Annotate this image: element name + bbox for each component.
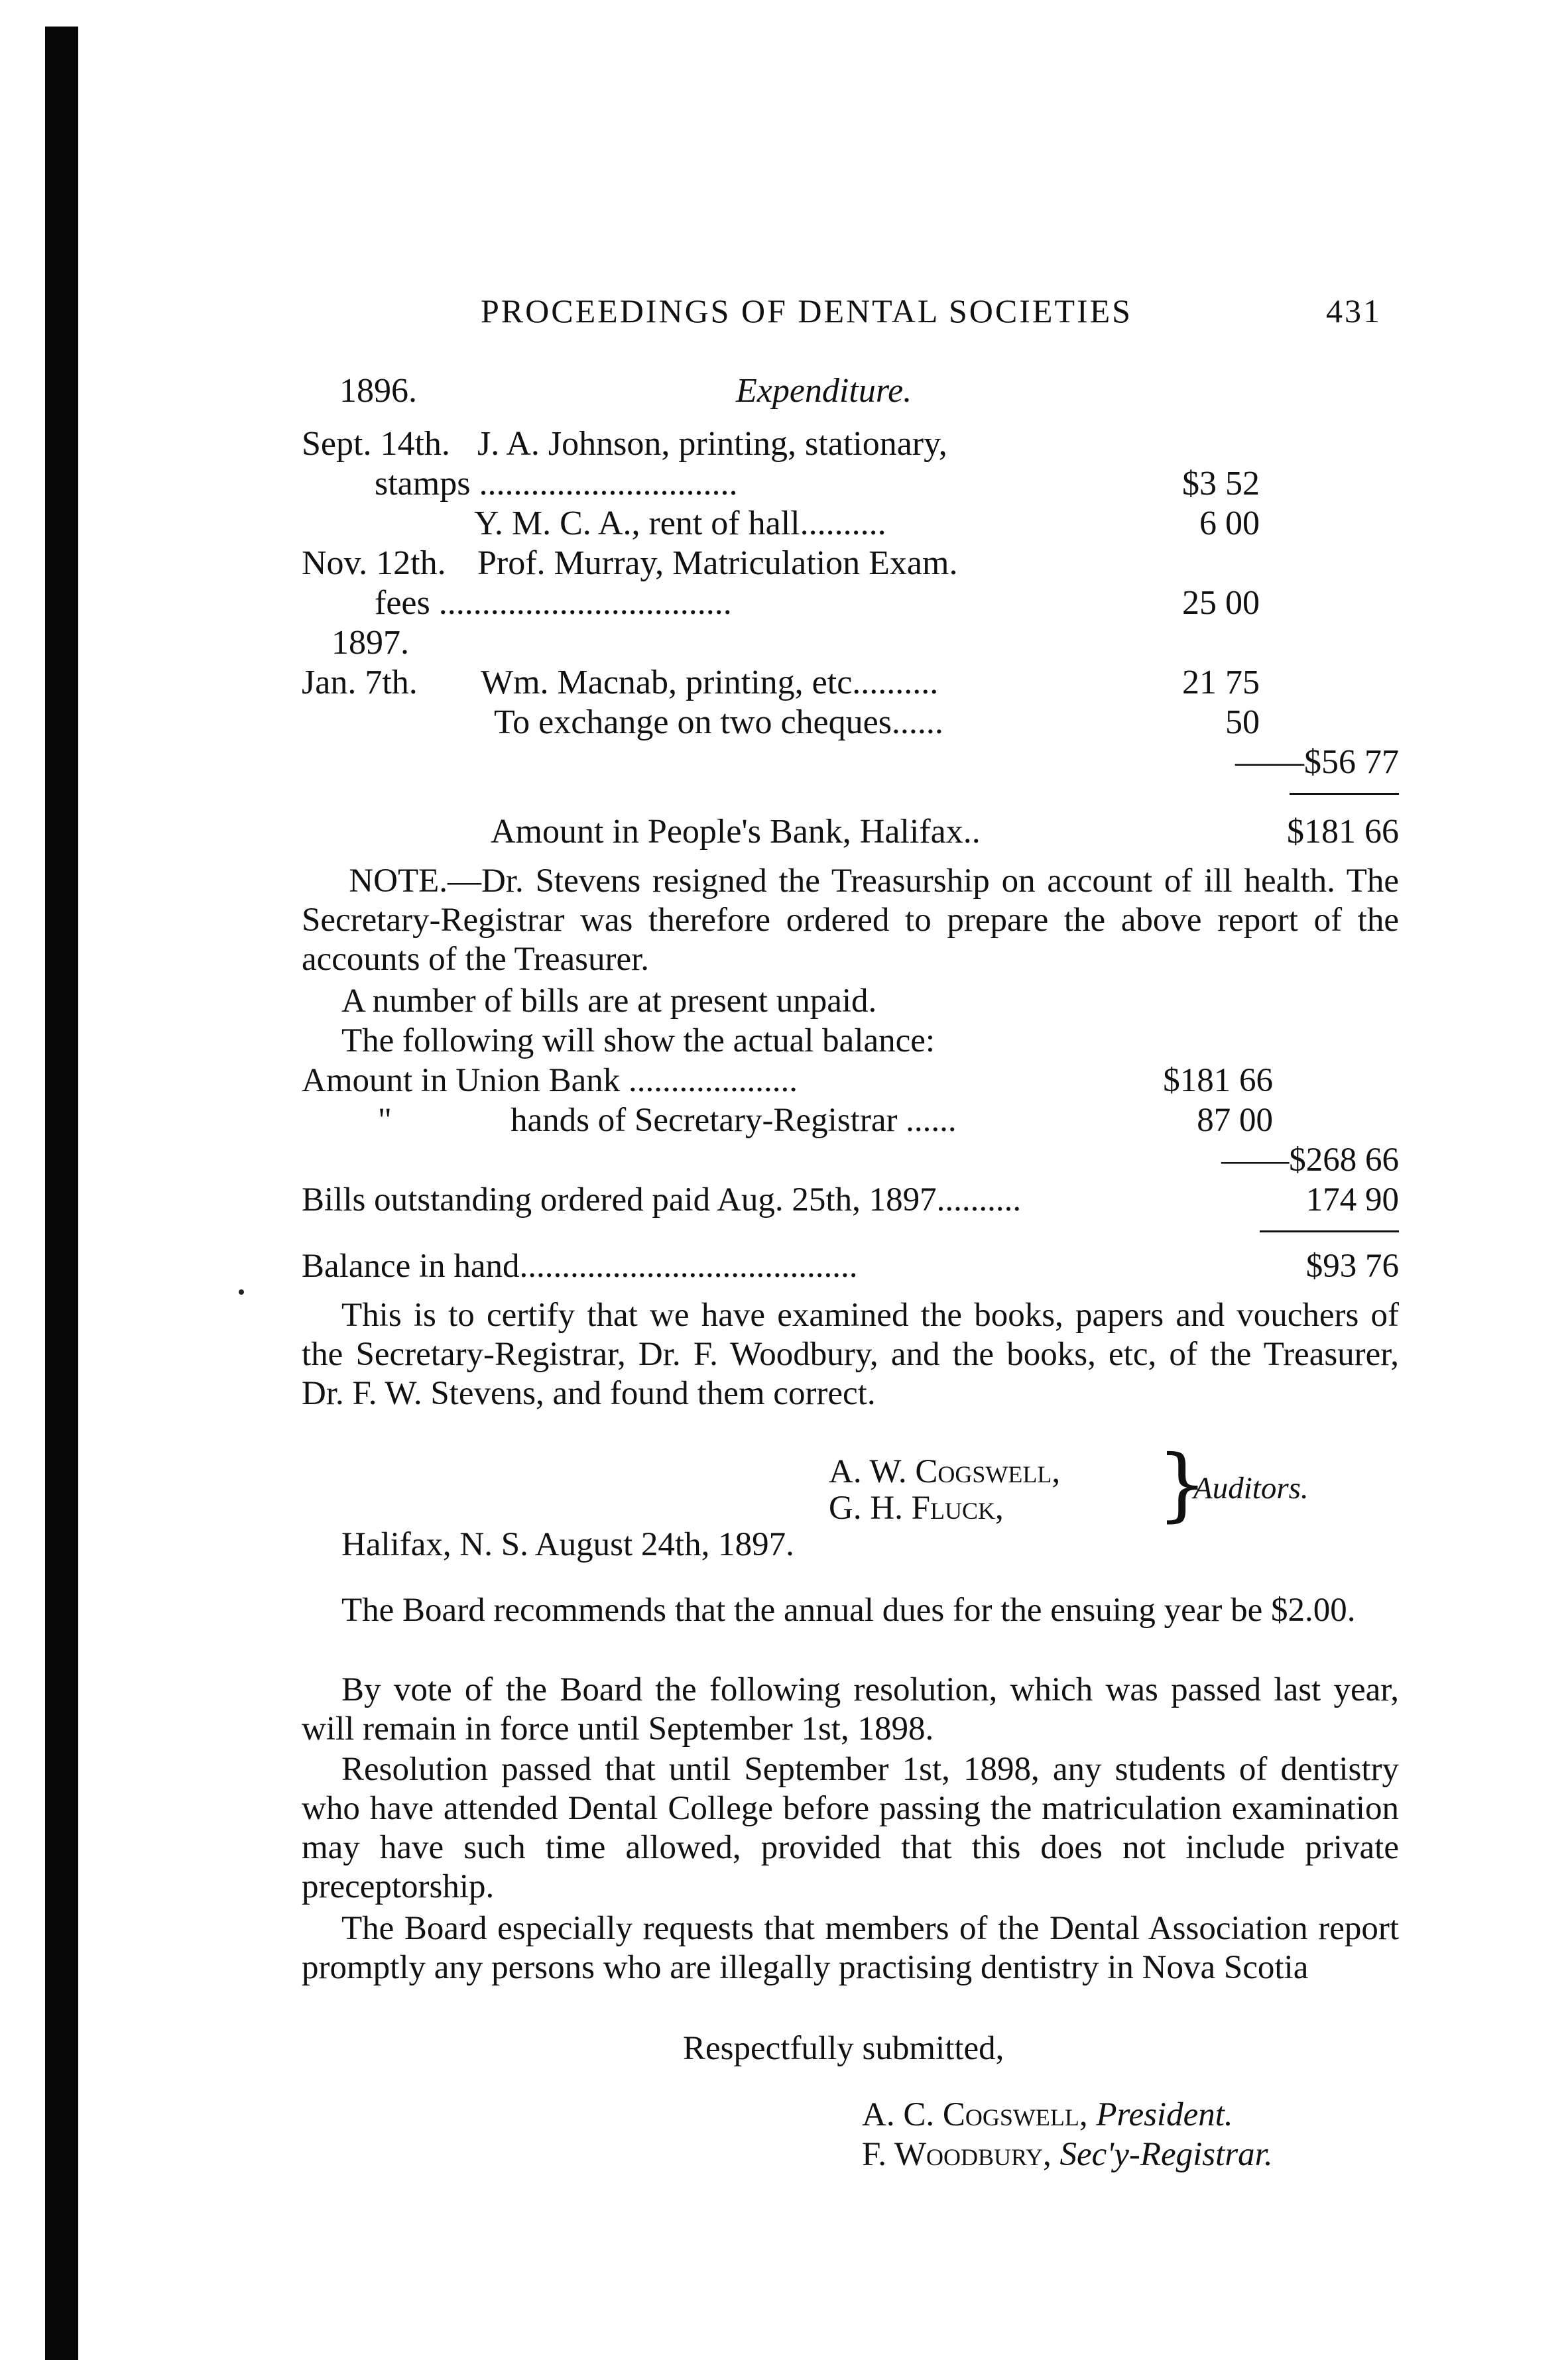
secretary-hands-label: hands of Secretary-Registrar ...... — [511, 1102, 957, 1139]
certify-paragraph: This is to certify that we have examined the books, papers and vouchers of the Secretary-Registrar, Dr. F. Woodbury, and the books, etc, of the Treasurer, Dr. F. W. Stevens, and found them correct. — [302, 1297, 1399, 1412]
note-paragraph — [302, 862, 1399, 979]
signature-secretary-name: F. Woodbury, — [862, 2136, 1052, 2173]
peoples-bank-amount: $181 66 — [1287, 813, 1399, 851]
balance-rule — [1260, 1230, 1399, 1232]
exp-text-3: Y. M. C. A., rent of hall.......... — [474, 504, 886, 542]
exp-text-2: stamps .............................. — [375, 465, 738, 503]
exp-text-1: J. A. Johnson, printing, stationary, — [477, 425, 947, 463]
total-rule — [1290, 793, 1399, 795]
balance-hand-amount: $93 76 — [1305, 1248, 1399, 1285]
exp-amount-3: 6 00 — [1199, 504, 1260, 542]
balance-subtotal: ——$268 66 — [1221, 1142, 1399, 1179]
closing-line: Respectfully submitted, — [683, 2030, 1004, 2067]
exp-text-7: Wm. Macnab, printing, etc.......... — [481, 664, 939, 701]
note-text: —Dr. Stevens resigned the Treasurship on account of ill health. The Secretary-Registrar was therefore ordered to prepare the above report of the accounts of the Treasurer. — [302, 862, 1400, 978]
auditor-2: G. H. Fluck, — [829, 1490, 1004, 1527]
exp-text-4: Prof. Murray, Matriculation Exam. — [477, 544, 958, 582]
peoples-bank-label: Amount in People's Bank, Halifax.. — [491, 813, 981, 851]
running-header: PROCEEDINGS OF DENTAL SOCIETIES — [481, 292, 1132, 329]
exp-text-8: To exchange on two cheques...... — [494, 703, 943, 741]
signature-president-name: A. C. Cogswell, — [862, 2096, 1088, 2133]
board-paragraph-2: By vote of the Board the following resolution, which was passed last year, will remain in force until September 1st, 1898. — [302, 1671, 1399, 1748]
year-1897: 1897. — [332, 624, 409, 662]
board-paragraph-1: The Board recommends that the annual dues for the ensuing year be $2.00. — [341, 1592, 1356, 1629]
union-bank-amount: $181 66 — [1163, 1062, 1273, 1099]
exp-text-5: fees .................................. — [375, 584, 732, 622]
bills-outstanding-label: Bills outstanding ordered paid Aug. 25th, 1897.......... — [302, 1181, 1022, 1218]
exp-date-7: Jan. 7th. — [302, 664, 418, 701]
board-paragraph-4: The Board especially requests that members of the Dental Association report promptly any persons who are illegally practising dentistry in Nova Scotia — [302, 1910, 1399, 1986]
unpaid-line: A number of bills are at present unpaid. — [341, 982, 877, 1020]
signature-president — [862, 2095, 1233, 2135]
year-1896: 1896. — [339, 372, 417, 410]
note-lead: NOTE. — [349, 862, 448, 900]
exp-date-1: Sept. 14th. — [302, 425, 450, 463]
signature-secretary-role: Sec'y-Registrar. — [1059, 2136, 1273, 2173]
bills-outstanding-amount: 174 90 — [1305, 1181, 1399, 1218]
expenditure-total: ——$56 77 — [1235, 743, 1399, 781]
union-bank-label: Amount in Union Bank .................... — [302, 1062, 798, 1099]
secretary-hands-amount: 87 00 — [1197, 1102, 1273, 1139]
balance-intro: The following will show the actual balance: — [341, 1022, 935, 1059]
auditor-1: A. W. Cogswell, — [829, 1453, 1061, 1490]
exp-amount-2: $3 52 — [1182, 465, 1260, 503]
speck-mark — [239, 1289, 244, 1295]
exp-date-4: Nov. 12th. — [302, 544, 446, 582]
auditors-brace: } — [1157, 1439, 1208, 1531]
ditto-mark: " — [378, 1102, 392, 1139]
board-paragraph-3: Resolution passed that until September 1st, 1898, any students of dentistry who have attended Dental College before passing the matriculation examination may have such time allowed, provided that this does not include private preceptorship. — [302, 1751, 1399, 1905]
place-date: Halifax, N. S. August 24th, 1897. — [341, 1526, 794, 1563]
expenditure-heading: Expenditure. — [736, 372, 912, 410]
exp-amount-8: 50 — [1225, 703, 1260, 741]
auditors-label: Auditors. — [1193, 1471, 1309, 1506]
exp-amount-5: 25 00 — [1182, 584, 1260, 622]
exp-amount-7: 21 75 — [1182, 664, 1260, 701]
page-number: 431 — [1326, 292, 1382, 329]
signature-president-role: President. — [1096, 2096, 1233, 2133]
signature-secretary — [862, 2135, 1273, 2174]
balance-hand-label: Balance in hand........................................ — [302, 1248, 858, 1285]
